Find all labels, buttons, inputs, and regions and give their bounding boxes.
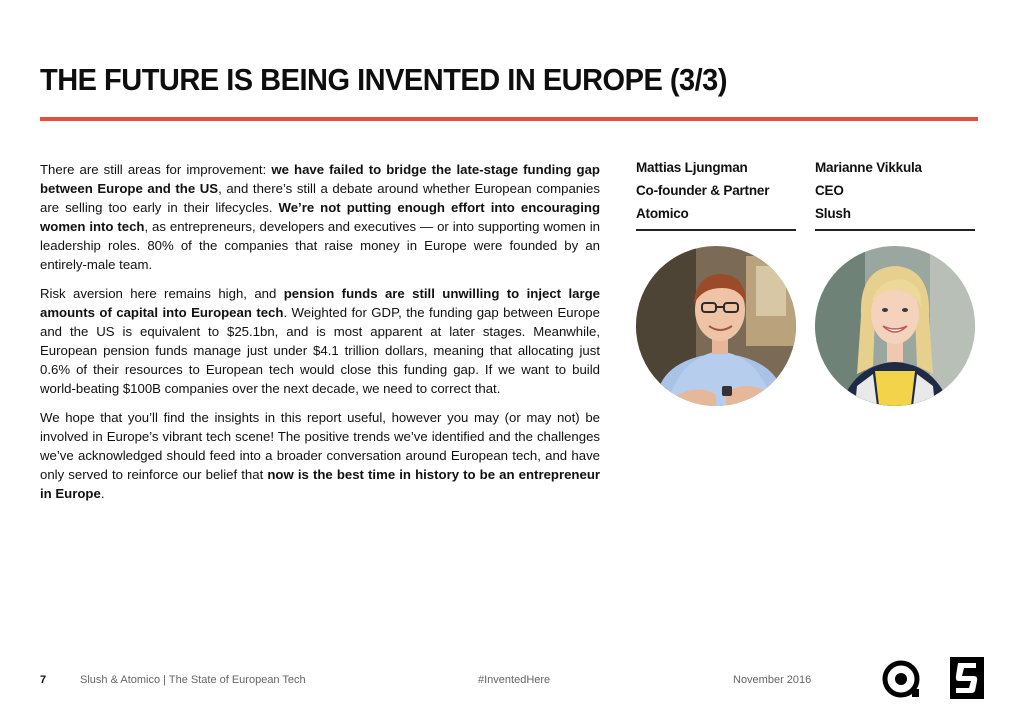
paragraph-3 bbox=[40, 408, 600, 503]
text-segment: Risk aversion here remains high, and bbox=[40, 286, 284, 301]
text-segment: . bbox=[100, 486, 105, 501]
bold-text-segment: We’re not putting enough effort into encouraging women into tech bbox=[40, 200, 600, 234]
footer-source: Slush & Atomico | The State of European Tech bbox=[80, 674, 306, 686]
text-segment: There are still areas for improvement: bbox=[40, 162, 272, 177]
person-org: Slush bbox=[815, 206, 851, 221]
person-role: Co-founder & Partner bbox=[636, 183, 770, 198]
bold-text-segment: we have failed to bridge the late-stage funding gap between Europe and the US bbox=[40, 162, 600, 196]
page-title: THE FUTURE IS BEING INVENTED IN EUROPE (3/3) bbox=[40, 64, 727, 98]
footer-date: November 2016 bbox=[733, 674, 812, 686]
person-name: Mattias Ljungman bbox=[636, 160, 748, 175]
bold-text-segment: now is the best time in history to be an entrepreneur in Europe bbox=[40, 467, 601, 501]
portrait-photo-marianne bbox=[815, 246, 975, 406]
atomico-logo bbox=[881, 659, 921, 699]
person-underline bbox=[636, 229, 796, 231]
person-org: Atomico bbox=[636, 206, 689, 221]
text-segment: . Weighted for GDP, the funding gap between Europe and the US is equivalent to $25.1bn, and is most apparent at later stages. Meanwhile, European pension funds manage just under $4.1 trillion dollars, meaning that allocating just 0.6% of their resources to European tech would close this funding gap. If we want to build world-beating $100B companies over the next decade, we need to correct that. bbox=[40, 305, 600, 396]
person-role: CEO bbox=[815, 183, 844, 198]
person-underline bbox=[815, 229, 975, 231]
body-text bbox=[40, 160, 600, 513]
person-card-marianne bbox=[815, 156, 975, 231]
paragraph-1 bbox=[40, 160, 600, 274]
title-divider bbox=[40, 117, 978, 121]
footer-hashtag: #InventedHere bbox=[478, 674, 551, 686]
bold-text-segment: pension funds are still unwilling to inject large amounts of capital into European tech bbox=[40, 286, 600, 320]
text-segment: , and there’s still a debate around whether European companies are selling too early in their lifecycles. bbox=[40, 181, 600, 215]
person-card-mattias bbox=[636, 156, 796, 231]
portrait-photo-mattias bbox=[636, 246, 796, 406]
text-segment: We hope that you’ll find the insights in this report useful, however you may (or may not) be involved in Europe’s vibrant tech scene! The positive trends we’ve identified and the challenges we’ve acknowledged should feed into a broader conversation around European tech, and have only served to reinforce our belief that bbox=[40, 410, 600, 482]
page-number: 7 bbox=[40, 674, 47, 686]
person-name: Marianne Vikkula bbox=[815, 160, 922, 175]
paragraph-2 bbox=[40, 284, 600, 398]
slush-logo bbox=[950, 657, 984, 699]
text-segment: , as entrepreneurs, developers and executives — or into supporting women in leadership roles. 80% of the companies that raise money in Europe were founded by an entirely-male team. bbox=[40, 219, 600, 272]
